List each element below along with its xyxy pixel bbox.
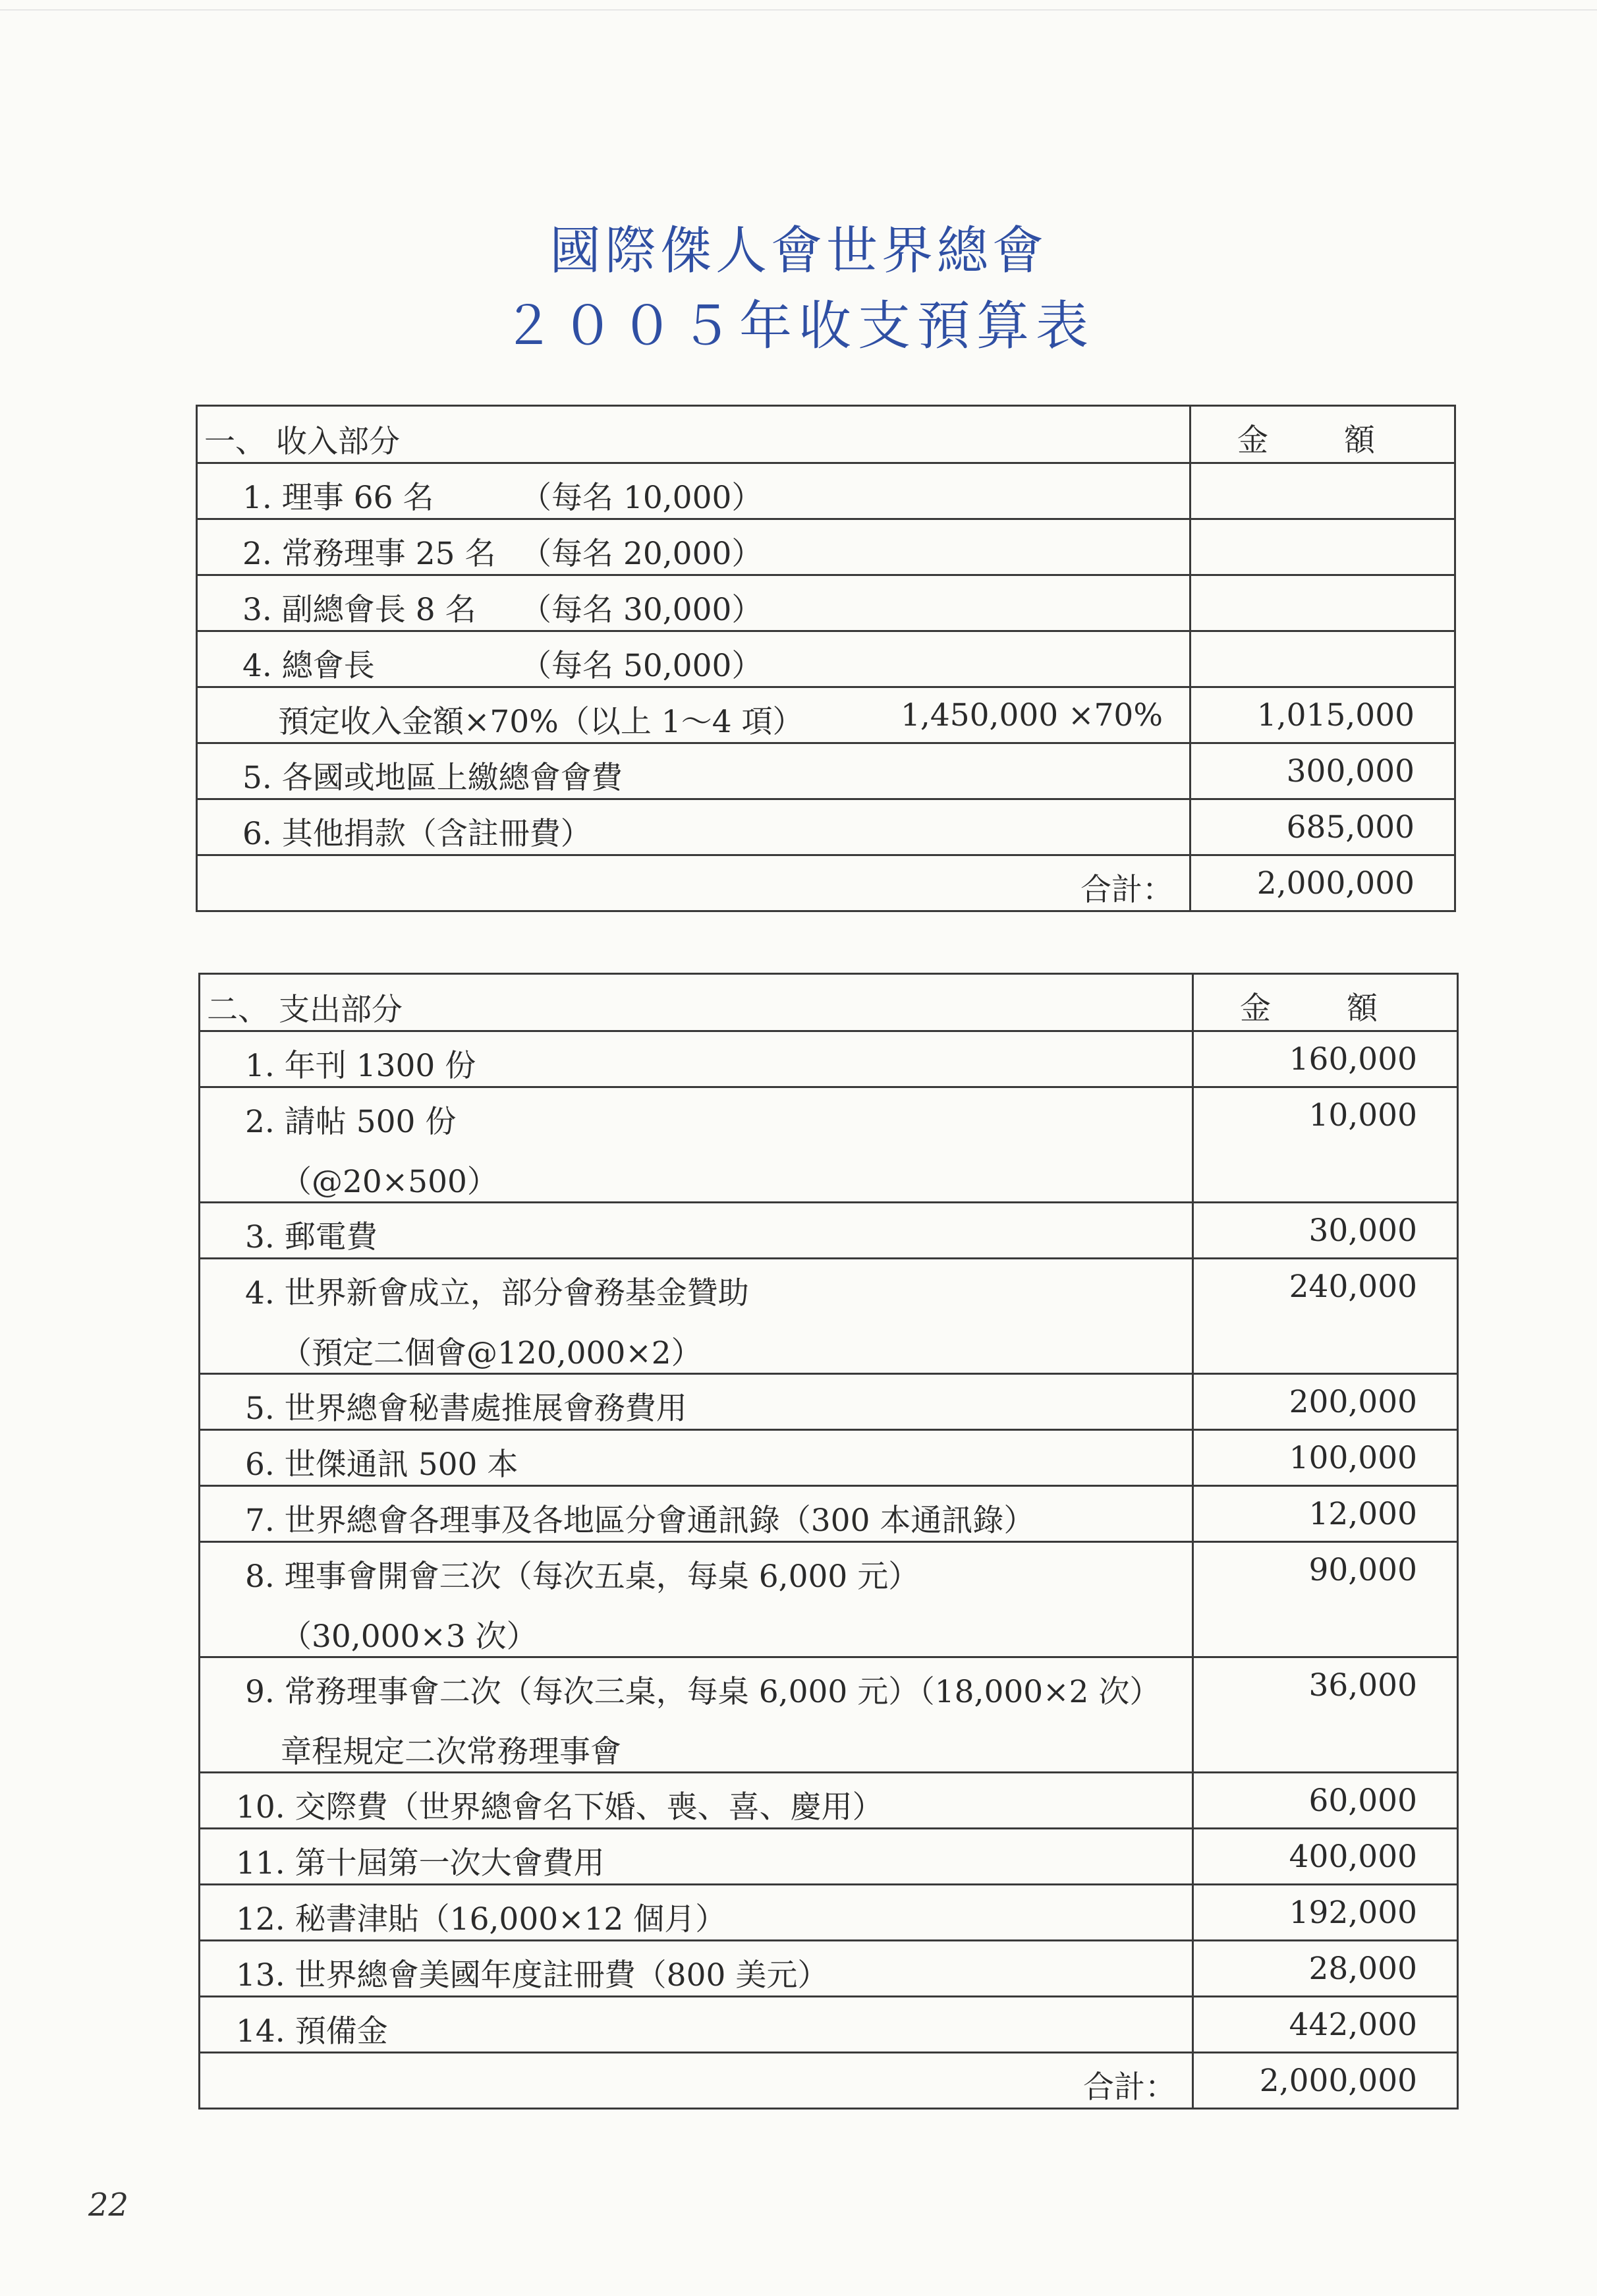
expense-item-desc: 13. 世界總會美國年度註冊費（800 美元） (236, 1957, 829, 1994)
income-total-row (197, 855, 1455, 911)
income-item-amount (1191, 631, 1455, 687)
expense-item-amount: 28,000 (1193, 1941, 1458, 1997)
table-row (197, 687, 1455, 743)
expense-item-desc: 2. 請帖 500 份 (245, 1104, 457, 1140)
income-total-label: 合計： (1080, 872, 1173, 908)
income-subtotal-amount: 1,015,000 (1191, 687, 1455, 743)
table-row (200, 1486, 1458, 1542)
expense-item-amount: 100,000 (1193, 1430, 1458, 1486)
expense-item-desc: 8. 理事會開會三次（每次五桌，每桌 6,000 元） (245, 1559, 920, 1595)
expense-item-sub: （@20×500） (281, 1164, 498, 1200)
table-row (200, 1773, 1458, 1829)
expense-item-amount: 60,000 (1193, 1773, 1458, 1829)
income-table (196, 405, 1456, 912)
expense-item-amount: 30,000 (1193, 1203, 1458, 1259)
expense-item-desc: 14. 預備金 (236, 2013, 388, 2050)
expense-item-desc: 7. 世界總會各理事及各地區分會通訊錄（300 本通訊錄） (245, 1503, 1035, 1539)
table-row (200, 1885, 1458, 1941)
expense-total-label: 合計： (1083, 2069, 1176, 2106)
income-item-note: （每名 10,000） (520, 480, 763, 516)
table-row (197, 575, 1455, 631)
income-item-desc: 4. 總會長 (242, 648, 375, 684)
table-row (200, 1829, 1458, 1885)
income-item-note: （每名 20,000） (520, 536, 763, 572)
expense-item-amount: 90,000 (1193, 1542, 1458, 1657)
expense-item-desc: 12. 秘書津貼（16,000×12 個月） (236, 1901, 727, 1937)
expense-amount-header: 金 額 (1193, 974, 1458, 1031)
table-row (200, 1542, 1458, 1657)
expense-item-amount: 400,000 (1193, 1829, 1458, 1885)
document-subtitle: ２００５年收支預算表 (502, 295, 1095, 357)
expense-item-desc: 5. 世界總會秘書處推展會務費用 (245, 1391, 687, 1427)
income-subtotal-calc: 1,450,000 ×70% (901, 697, 1163, 733)
income-item-desc: 2. 常務理事 25 名 (242, 536, 496, 572)
income-item-amount (1191, 519, 1455, 575)
table-row (197, 631, 1455, 687)
table-row (200, 1203, 1458, 1259)
income-header-row (197, 406, 1455, 463)
expense-item-desc: 11. 第十屆第一次大會費用 (236, 1845, 605, 1881)
expense-item-amount: 12,000 (1193, 1486, 1458, 1542)
expense-item-amount: 442,000 (1193, 1997, 1458, 2053)
income-item-desc: 3. 副總會長 8 名 (242, 592, 476, 628)
table-row (200, 1087, 1458, 1203)
income-total-amount: 2,000,000 (1191, 855, 1455, 911)
table-row (200, 1430, 1458, 1486)
expense-item-desc: 10. 交際費（世界總會名下婚、喪、喜、慶用） (236, 1789, 883, 1825)
expense-item-sub: （30,000×3 次） (281, 1619, 538, 1655)
income-item-desc: 1. 理事 66 名 (242, 480, 434, 516)
expense-item-amount: 160,000 (1193, 1031, 1458, 1087)
income-item-amount (1191, 575, 1455, 631)
expense-item-amount: 36,000 (1193, 1657, 1458, 1773)
expense-item-amount: 240,000 (1193, 1259, 1458, 1374)
expense-item-sub: 章程規定二次常務理事會 (281, 1734, 621, 1770)
table-row (200, 1657, 1458, 1773)
document-title: 國際傑人會世界總會 (549, 221, 1048, 281)
expense-total-row (200, 2053, 1458, 2109)
expense-total-amount: 2,000,000 (1193, 2053, 1458, 2109)
table-row (200, 1997, 1458, 2053)
expense-item-amount: 200,000 (1193, 1374, 1458, 1430)
table-row (200, 1941, 1458, 1997)
income-item-note: （每名 30,000） (520, 592, 763, 628)
income-item-amount: 300,000 (1191, 743, 1455, 799)
page-top-edge (0, 9, 1597, 11)
table-row (197, 799, 1455, 855)
expense-item-desc: 1. 年刊 1300 份 (245, 1048, 476, 1084)
table-row (197, 519, 1455, 575)
table-row (200, 1374, 1458, 1430)
income-amount-header: 金 額 (1191, 406, 1455, 463)
expense-item-desc: 9. 常務理事會二次（每次三桌，每桌 6,000 元）（18,000×2 次） (245, 1674, 1161, 1710)
expense-item-desc: 6. 世傑通訊 500 本 (245, 1447, 518, 1483)
income-item-amount (1191, 463, 1455, 519)
income-item-desc: 5. 各國或地區上繳總會會費 (242, 760, 623, 796)
expense-item-desc: 4. 世界新會成立，部分會務基金贊助 (245, 1275, 749, 1311)
expense-item-sub: （預定二個會@120,000×2） (281, 1335, 702, 1371)
income-subtotal-desc: 預定收入金額×70%（以上 1～4 項） (278, 704, 804, 740)
expense-header-row (200, 974, 1458, 1031)
income-item-amount: 685,000 (1191, 799, 1455, 855)
income-item-desc: 6. 其他捐款（含註冊費） (242, 816, 592, 852)
table-row (200, 1031, 1458, 1087)
income-heading: 一、 收入部分 (197, 406, 1191, 463)
expense-item-amount: 10,000 (1193, 1087, 1458, 1203)
expense-table (198, 973, 1459, 2109)
table-row (197, 743, 1455, 799)
income-item-note: （每名 50,000） (520, 648, 763, 684)
table-row (200, 1259, 1458, 1374)
expense-heading: 二、 支出部分 (200, 974, 1193, 1031)
expense-item-desc: 3. 郵電費 (245, 1219, 378, 1255)
expense-item-amount: 192,000 (1193, 1885, 1458, 1941)
table-row (197, 463, 1455, 519)
page-number: 22 (88, 2187, 129, 2224)
